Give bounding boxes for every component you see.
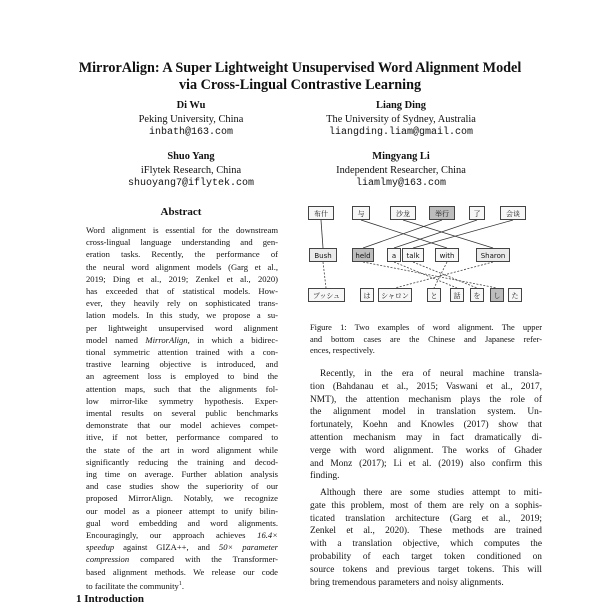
- author-affiliation: Independent Researcher, China: [336, 164, 466, 176]
- ja-token: シャロン: [378, 288, 412, 302]
- intro-line: Although there are some studies attempt to miti-: [320, 488, 542, 498]
- title-line-2: via Cross-Lingual Contrastive Learning: [178, 77, 422, 93]
- zh-en-link: [403, 220, 493, 248]
- en-token: talk: [402, 248, 424, 262]
- figure-caption-line: Figure 1: Two examples of word alignment. The upper: [310, 323, 542, 332]
- abstract-text: in which a bidirec-: [189, 334, 278, 345]
- abstract-line: gual word embedding and word alignments.: [86, 517, 278, 528]
- intro-line: NMT), the attention mechanism plays the role of: [310, 394, 542, 405]
- intro-line: bring tremendous parameters and noisy alignments.: [310, 577, 504, 588]
- abstract-line: itive, if not better, performance compared to: [86, 432, 278, 443]
- zh-en-link: [321, 220, 323, 248]
- abstract-line: [86, 541, 278, 553]
- abstract-line: [86, 334, 278, 346]
- zh-token: 与: [352, 206, 370, 220]
- author-block: [100, 150, 282, 191]
- abstract-line: ever, they heavily rely on sophisticated trans-: [86, 298, 278, 309]
- intro-line: and Monz (2017); Li et al. (2019) also confirm this: [310, 458, 542, 469]
- intro-line: gate this problem, most of them are rely on a sophis-: [310, 500, 542, 511]
- intro-line: attention mechanism may in fact dramatically di-: [310, 433, 542, 443]
- en-token: held: [352, 248, 374, 262]
- author-email[interactable]: inbath@163.com: [148, 127, 233, 139]
- zh-en-link: [394, 220, 477, 248]
- author-affiliation: iFlytek Research, China: [140, 164, 242, 176]
- intro-line: tion (Bahdanau et al., 2015; Vaswani et al., 2017,: [310, 381, 542, 392]
- en-token: a: [387, 248, 401, 262]
- intro-line: Zenkel et al., 2020). These methods are trained: [310, 526, 542, 537]
- abstract-heading: Abstract: [160, 206, 202, 218]
- author-name: Di Wu: [176, 100, 206, 111]
- en-ja-link: [363, 262, 497, 288]
- ja-token: を: [470, 288, 484, 302]
- author-name: Mingyang Li: [372, 151, 430, 162]
- author-email[interactable]: shuoyang7@iflytek.com: [127, 178, 255, 190]
- en-token: with: [435, 248, 459, 262]
- en-ja-link: [394, 262, 457, 288]
- alignment-figure: [305, 195, 545, 315]
- zh-token: 布什: [308, 206, 334, 220]
- abstract-line: ing time on average. Further ablation analysis: [86, 469, 278, 479]
- intro-line: fortunately, Koehn and Knowles (2017) show that: [310, 420, 542, 431]
- abstract-line: has exceeded that of statistical models. How-: [86, 286, 278, 296]
- speedup-value: 16.4×: [257, 530, 278, 540]
- intro-line: ticated translation architecture (Garg et al., 2019;: [310, 513, 542, 524]
- abstract-line: trastive learning objective is introduced, and: [86, 359, 278, 370]
- paper-title: [40, 60, 560, 94]
- title-line-1: MirrorAlign: A Super Lightweight Unsupervised Word Alignment Model: [78, 60, 522, 76]
- abstract-line: 2019; Ding et al., 2019; Zenkel et al., 2020): [86, 273, 278, 284]
- abstract-line: [86, 578, 278, 592]
- author-block: [100, 99, 282, 140]
- speedup-term: speedup: [86, 542, 115, 553]
- footnote-marker[interactable]: 1: [178, 580, 182, 587]
- section-heading: 1 Introduction: [76, 593, 144, 605]
- en-token: Bush: [309, 248, 337, 262]
- abstract-text: compared with the Transformer-: [140, 554, 278, 565]
- abstract-line: imental results on several public benchmarks: [86, 408, 278, 418]
- intro-line: source tokens and previous target tokens. This will: [310, 564, 542, 575]
- en-ja-link: [323, 262, 326, 288]
- zh-token: 举行: [429, 206, 455, 220]
- intro-line: with a translation objective, which computes the: [310, 539, 542, 550]
- intro-line: verge with word alignment. The works of Ghader: [310, 445, 542, 456]
- intro-line: Recently, in the era of neural machine transla-: [320, 369, 542, 379]
- abstract-line: our model as a pioneer attempt to unify bilin-: [86, 505, 278, 516]
- zh-token: 会谈: [500, 206, 526, 220]
- abstract-line: the state of the art in word alignment while: [86, 444, 278, 455]
- author-block: [300, 150, 502, 191]
- author-affiliation: The University of Sydney, Australia: [326, 113, 476, 125]
- abstract-line: the neural word alignment models (Garg et al.,: [86, 261, 278, 272]
- abstract-text: to facilitate the community: [86, 580, 179, 591]
- abstract-line: and case studies show the superiority of our: [86, 481, 278, 492]
- intro-line: the alignment model in translation system. Un-: [310, 407, 542, 418]
- zh-token: 了: [469, 206, 485, 220]
- ja-token: は: [360, 288, 374, 302]
- author-email[interactable]: liangding.liam@gmail.com: [328, 127, 474, 139]
- intro-line: probability of each target token conditioned on: [310, 552, 542, 562]
- figure-caption-line: and bottom cases are the Chinese and Japanese refer-: [310, 334, 542, 344]
- author-email[interactable]: liamlmy@163.com: [355, 178, 446, 190]
- abstract-line: lation models. In this study, we propose a su-: [86, 310, 278, 321]
- abstract-line: cross-lingual language understanding and gen-: [86, 237, 278, 248]
- ja-token: ブッシュ: [308, 288, 345, 302]
- abstract-line: an agreement loss is employed to bind the: [86, 371, 278, 382]
- en-token: Sharon: [476, 248, 510, 262]
- abstract-line: [86, 553, 278, 565]
- ja-token: と: [427, 288, 441, 302]
- model-name: MirrorAlign,: [145, 334, 190, 345]
- abstract-text: Encouragingly, our approach achieves: [86, 530, 246, 540]
- abstract-line: proposed MirrorAlign. Notably, we recognize: [86, 493, 278, 504]
- abstract-text: .: [181, 580, 184, 591]
- param-term: parameter: [242, 542, 279, 553]
- author-name: Liang Ding: [376, 100, 426, 111]
- abstract-line: based alignment methods. We release our code: [86, 566, 278, 577]
- abstract-line: per lightweight unsupervised word alignment: [86, 322, 278, 333]
- ja-token: し: [490, 288, 504, 302]
- abstract-line: eration tasks. Recently, the performance of: [86, 249, 278, 260]
- intro-line: finding.: [310, 471, 340, 482]
- param-value: 50×: [218, 542, 234, 553]
- abstract-line: significantly reducing the training and decod-: [86, 456, 278, 467]
- abstract-line: attention maps, such that the alignments fol-: [86, 383, 278, 394]
- abstract-line: demonstrate that our model achieves compet-: [86, 420, 278, 431]
- figure-caption-line: ences, respectively.: [310, 346, 375, 356]
- author-block: [300, 99, 502, 140]
- ja-token: た: [508, 288, 522, 302]
- ja-token: 話: [450, 288, 464, 302]
- zh-en-link: [413, 220, 513, 248]
- author-name: Shuo Yang: [167, 151, 215, 162]
- author-affiliation: Peking University, China: [138, 113, 244, 125]
- abstract-line: [86, 529, 278, 541]
- abstract-line: low mirror-like symmetry hypothesis. Exper-: [86, 395, 278, 406]
- abstract-text: model named: [86, 334, 138, 345]
- param-term: compression: [86, 554, 130, 565]
- zh-token: 沙龙: [390, 206, 416, 220]
- abstract-line: Word alignment is essential for the downstream: [86, 225, 278, 235]
- abstract-line: tional symmetric attention trained with a con-: [86, 347, 278, 357]
- abstract-text: against GIZA++, and: [123, 542, 210, 553]
